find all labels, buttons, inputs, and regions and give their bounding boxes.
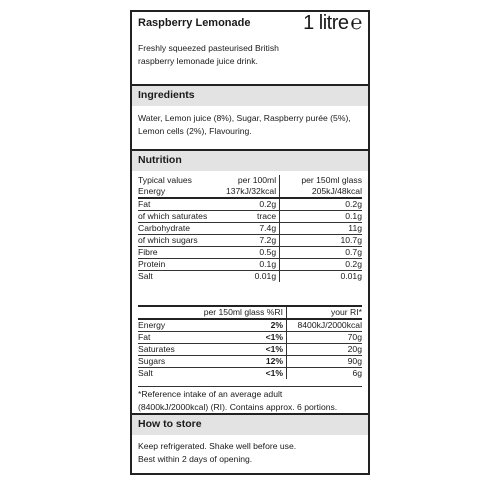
column-header: Typical values	[138, 175, 192, 185]
ri-percent: <1%	[193, 368, 287, 380]
product-description	[138, 42, 362, 67]
product-volume	[303, 12, 362, 35]
estimated-sign-icon: ℮	[350, 12, 362, 34]
per150-value: 0.01g	[280, 271, 362, 283]
column-header: per 150ml glass %RI	[193, 306, 287, 319]
nutrition-section	[132, 149, 368, 413]
nutrition-row	[138, 235, 362, 247]
ingredients-text	[138, 112, 362, 137]
per100-value: 7.2g	[208, 235, 280, 247]
nutrition-footnote	[138, 386, 362, 413]
storage-line: Best within 2 days of opening.	[138, 453, 253, 464]
column-header	[138, 306, 193, 319]
nutrient-label: Saturates	[138, 344, 193, 356]
per100-value: trace	[208, 211, 280, 223]
column-header: your RI*	[330, 307, 362, 317]
ri-amount: 90g	[287, 356, 362, 368]
ingredients-heading: Ingredients	[138, 89, 195, 101]
ri-row	[138, 332, 362, 344]
ri-row	[138, 356, 362, 368]
nutrition-header-row	[138, 175, 362, 186]
per100-value: 7.4g	[208, 223, 280, 235]
ingredients-heading-bar	[132, 86, 368, 106]
column-header: per 150ml glass	[301, 175, 362, 185]
description-line: raspberry lemonade juice drink.	[138, 55, 258, 66]
nutrient-label: Fat	[138, 332, 193, 344]
ri-row	[138, 319, 362, 332]
nutrient-label: Fibre	[138, 247, 208, 259]
volume-text: 1 litre	[303, 12, 349, 34]
column-header: per 100ml	[208, 175, 280, 186]
nutrient-label: of which saturates	[138, 211, 208, 221]
nutrient-label: Salt	[138, 271, 208, 283]
ri-percent: <1%	[193, 344, 287, 356]
nutrient-label: Sugars	[138, 356, 193, 368]
per100-value: 0.2g	[208, 198, 280, 211]
nutrition-heading: Nutrition	[138, 154, 182, 166]
nutrition-row	[138, 271, 362, 283]
per150-value: 0.2g	[280, 198, 362, 211]
per150-value: 0.2g	[280, 259, 362, 271]
storage-section	[132, 413, 368, 473]
reference-intake-table	[138, 305, 362, 379]
ri-header-row	[138, 306, 362, 319]
nutrition-label-panel	[130, 10, 370, 475]
nutrient-label: Carbohydrate	[138, 223, 208, 235]
ri-row	[138, 344, 362, 356]
ri-amount: 20g	[287, 344, 362, 356]
per100-value: 0.1g	[208, 259, 280, 271]
per100-value: 0.5g	[208, 247, 280, 259]
per150-value: 205kJ/48kcal	[311, 186, 362, 196]
ingredients-section	[132, 84, 368, 149]
footnote-line: (8400kJ/2000kcal) (RI). Contains approx. 6 portions.	[138, 401, 338, 412]
ri-amount: 8400kJ/2000kcal	[287, 319, 362, 332]
ri-percent: 2%	[193, 319, 287, 332]
per150-value: 10.7g	[280, 235, 362, 247]
product-header	[132, 12, 368, 84]
ri-percent: <1%	[193, 332, 287, 344]
ri-row	[138, 368, 362, 380]
product-title: Raspberry Lemonade	[138, 17, 251, 29]
nutrition-row	[138, 211, 362, 223]
storage-heading: How to store	[138, 418, 202, 430]
nutrient-label: Protein	[138, 259, 208, 271]
storage-line: Keep refrigerated. Shake well before use.	[138, 441, 297, 451]
footnote-line: *Reference intake of an average adult	[138, 389, 283, 399]
nutrition-row	[138, 259, 362, 271]
nutrition-table	[138, 175, 362, 282]
ingredients-line: Lemon cells (2%), Flavouring.	[138, 125, 252, 136]
nutrient-label: Energy	[138, 319, 193, 332]
nutrition-row	[138, 186, 362, 198]
nutrient-label: Fat	[138, 198, 208, 211]
per150-value: 11g	[280, 223, 362, 235]
ri-amount: 70g	[287, 332, 362, 344]
per100-value: 0.01g	[208, 271, 280, 283]
per100-value: 137kJ/32kcal	[208, 186, 280, 198]
nutrition-row	[138, 223, 362, 235]
ri-amount: 6g	[287, 368, 362, 380]
ri-percent: 12%	[193, 356, 287, 368]
nutrition-row	[138, 198, 362, 211]
nutrient-label: of which sugars	[138, 235, 208, 247]
per150-value: 0.1g	[280, 211, 362, 223]
nutrient-label: Energy	[138, 186, 166, 196]
nutrient-label: Salt	[138, 368, 193, 380]
per150-value: 0.7g	[280, 247, 362, 259]
nutrition-heading-bar	[132, 151, 368, 171]
nutrition-row	[138, 247, 362, 259]
storage-text	[138, 440, 362, 465]
storage-heading-bar	[132, 415, 368, 435]
description-line: Freshly squeezed pasteurised British	[138, 43, 279, 53]
ingredients-line: Water, Lemon juice (8%), Sugar, Raspberry purée (5%),	[138, 113, 351, 123]
